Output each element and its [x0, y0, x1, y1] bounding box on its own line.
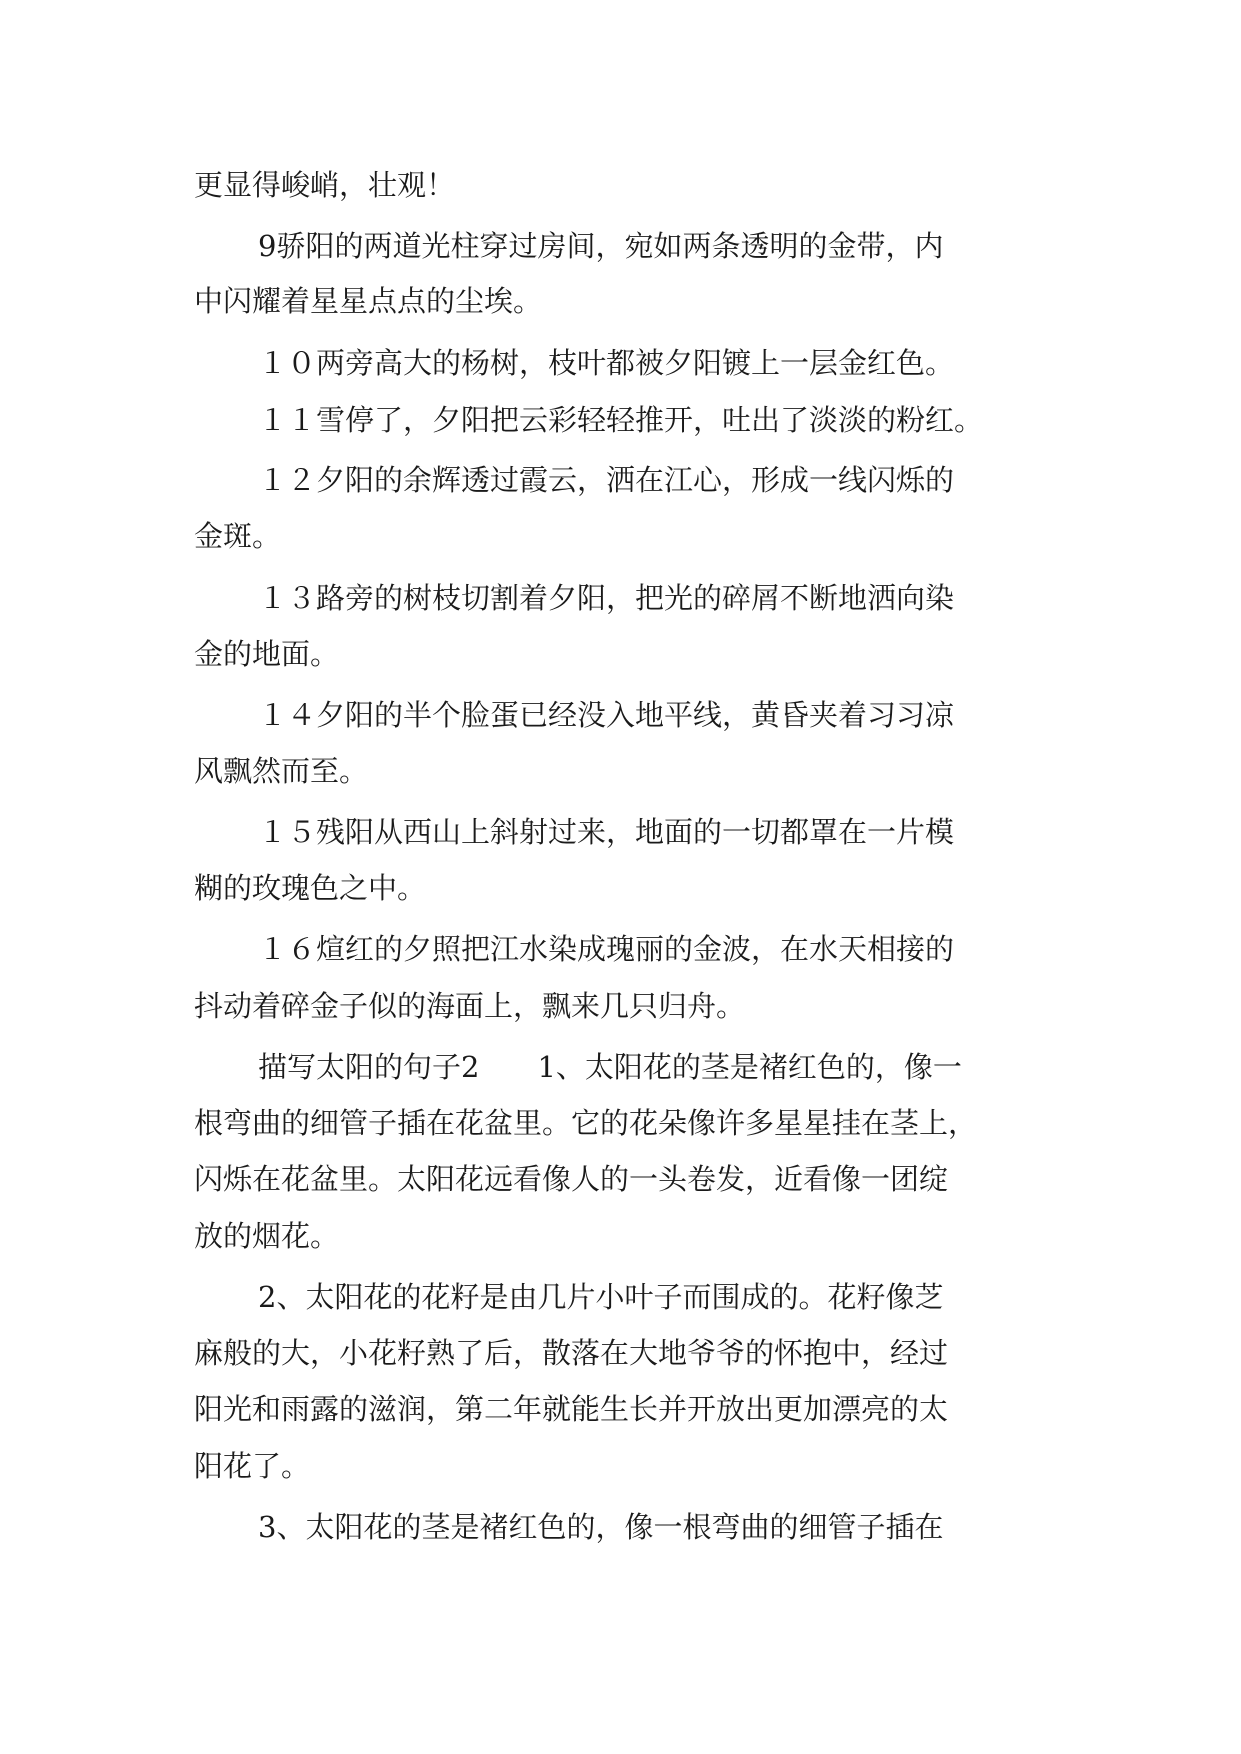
text-line: 放的烟花。: [194, 1219, 340, 1253]
text-line: 3、太阳花的茎是褚红色的，像一根弯曲的细管子插在: [258, 1510, 944, 1544]
text-line: １３路旁的树枝切割着夕阳，把光的碎屑不断地洒向染: [258, 581, 955, 615]
text-line: 阳光和雨露的滋润，第二年就能生长并开放出更加漂亮的太: [194, 1392, 949, 1426]
text-line: 2、太阳花的花籽是由几片小叶子而围成的。花籽像芝: [258, 1280, 944, 1314]
text-line: １６煊红的夕照把江水染成瑰丽的金波，在水天相接的: [258, 932, 955, 966]
text-line: １２夕阳的余辉透过霞云，洒在江心，形成一线闪烁的: [258, 463, 955, 497]
text-line: 阳花了。: [194, 1449, 311, 1483]
text-line: １１雪停了，夕阳把云彩轻轻推开，吐出了淡淡的粉红。: [258, 403, 984, 437]
text-line: 闪烁在花盆里。太阳花远看像人的一头卷发，近看像一团绽: [194, 1162, 949, 1196]
text-line: 根弯曲的细管子插在花盆里。它的花朵像许多星星挂在茎上，: [194, 1106, 978, 1140]
text-line: 风飘然而至。: [194, 754, 369, 788]
text-line: 麻般的大，小花籽熟了后，散落在大地爷爷的怀抱中，经过: [194, 1336, 949, 1370]
text-line: １０两旁高大的杨树，枝叶都被夕阳镀上一层金红色。: [258, 346, 955, 380]
text-line: 抖动着碎金子似的海面上，飘来几只归舟。: [194, 989, 746, 1023]
text-line: 更显得峻峭，壮观！: [194, 168, 456, 202]
text-line: 9骄阳的两道光柱穿过房间，宛如两条透明的金带，内: [258, 229, 944, 263]
text-line: １５残阳从西山上斜射过来，地面的一切都罩在一片模: [258, 815, 955, 849]
text-line: １４夕阳的半个脸蛋已经没入地平线，黄昏夹着习习凉: [258, 698, 955, 732]
text-line: 中闪耀着星星点点的尘埃。: [194, 284, 543, 318]
text-line: 金的地面。: [194, 637, 340, 671]
text-line: 描写太阳的句子2 1、太阳花的茎是褚红色的，像一: [258, 1050, 962, 1084]
text-line: 糊的玫瑰色之中。: [194, 871, 427, 905]
text-line: 金斑。: [194, 519, 282, 553]
